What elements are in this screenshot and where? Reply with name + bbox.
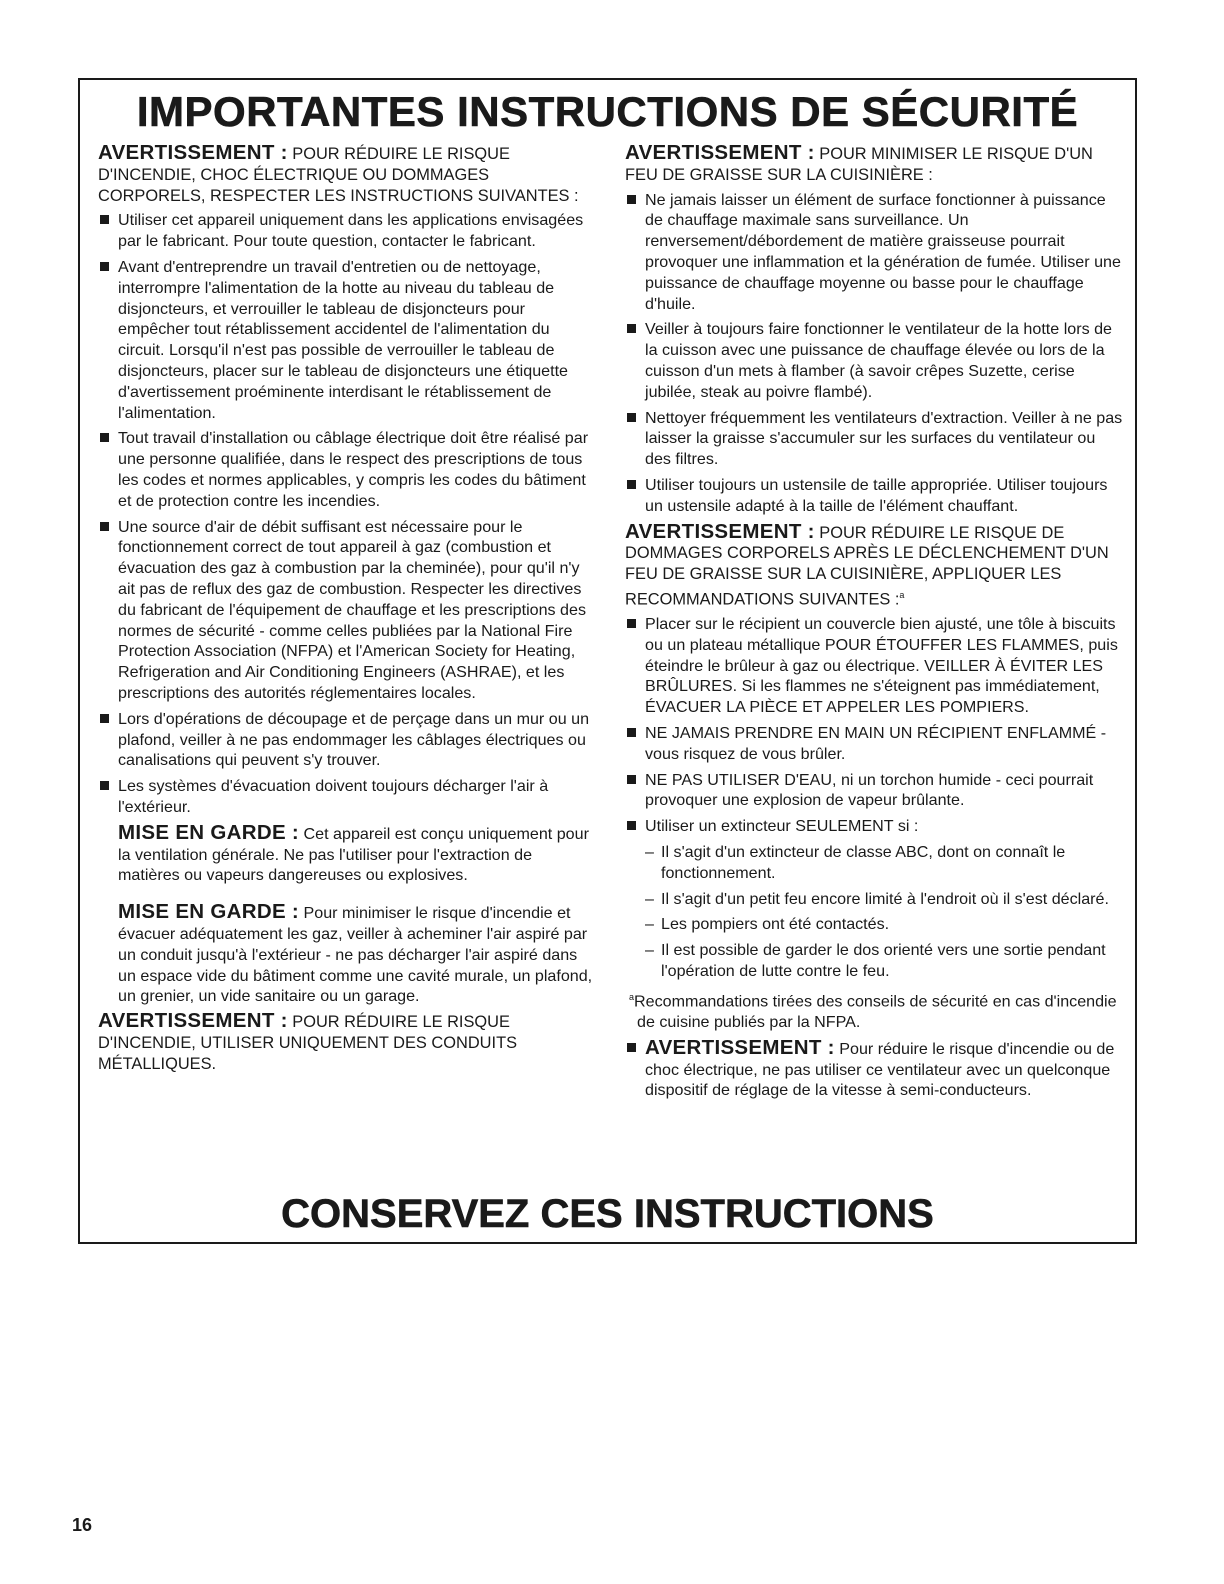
list-item — [643, 914, 1123, 935]
list-item — [98, 210, 596, 252]
caution-label: MISE EN GARDE : — [118, 820, 300, 844]
list-item-text: Il s'agit d'un extincteur de classe ABC, dont on connaît le fonctionnement. — [661, 843, 1066, 882]
instruction-list — [625, 1035, 1123, 1101]
warning-block — [625, 519, 1123, 611]
list-item — [625, 475, 1123, 517]
bullet-square-icon — [627, 413, 636, 422]
caution-text: Cet appareil est conçu uniquement pour la ventilation générale. Ne pas l'utiliser pour l'extraction de matières ou vapeurs dangereuses ou explosives. — [118, 824, 589, 885]
list-item — [643, 889, 1123, 910]
bullet-square-icon — [100, 215, 109, 224]
bullet-square-icon — [627, 619, 636, 628]
bullet-square-icon — [100, 433, 109, 442]
warning-label: AVERTISSEMENT : — [625, 141, 815, 164]
bullet-square-icon — [627, 480, 636, 489]
bullet-square-icon — [627, 195, 636, 204]
list-item-text: Nettoyer fréquemment les ventilateurs d'extraction. Veiller à ne pas laisser la graisse s'accumuler sur les surfaces du ventilateur ou des filtres. — [645, 408, 1123, 469]
warning-text: POUR RÉDUIRE LE RISQUE DE DOMMAGES CORPORELS APRÈS LE DÉCLENCHEMENT D'UN FEU DE GRAISSE SUR LA CUISINIÈRE, APPLIQUER LES RECOMMANDATIONS SUIVANTES : — [625, 523, 1109, 609]
bullet-square-icon — [627, 1043, 636, 1052]
bullet-square-icon — [100, 781, 109, 790]
list-item — [625, 614, 1123, 718]
footnote-marker: a — [629, 991, 635, 1002]
list-item — [625, 1035, 1123, 1101]
list-item-text: Il est possible de garder le dos orienté vers une sortie pendant l'opération de lutte contre le feu. — [661, 941, 1106, 981]
list-item — [98, 517, 596, 704]
page-number: 16 — [72, 1515, 93, 1535]
list-item-text: Les systèmes d'évacuation doivent toujours décharger l'air à l'extérieur. — [118, 777, 549, 816]
list-item — [98, 257, 596, 423]
condition-list — [625, 842, 1123, 982]
caution-text: Pour minimiser le risque d'incendie et évacuer adéquatement les gaz, veiller à acheminer l'air aspiré par un conduit jusqu'à l'extérieur - ne pas décharger l'air aspiré dans un espace vide du bâtiment comme une cavité murale, un plafond, un grenier, un vide sanitaire ou un garage. — [118, 904, 593, 1006]
footnote-text: Recommandations tirées des conseils de sécurité en cas d'incendie de cuisine publiés par la NFPA. — [634, 992, 1117, 1031]
dash-icon: – — [645, 889, 654, 908]
list-item-text: Utiliser un extincteur SEULEMENT si : — [645, 817, 919, 836]
instruction-list — [625, 614, 1123, 837]
warning-block — [98, 143, 596, 206]
warning-label: AVERTISSEMENT : — [645, 1035, 835, 1059]
warning-label: AVERTISSEMENT : — [98, 141, 288, 164]
instruction-list — [625, 190, 1123, 517]
list-item-text: Lors d'opérations de découpage et de perçage dans un mur ou un plafond, veiller à ne pas endommager les câblages électriques ou canalisations qui peuvent s'y trouver. — [118, 709, 590, 770]
warning-text: POUR MINIMISER LE RISQUE D'UN FEU DE GRAISSE SUR LA CUISINIÈRE : — [625, 145, 1093, 184]
list-item — [625, 723, 1123, 765]
dash-icon: – — [645, 941, 654, 960]
caution-label: MISE EN GARDE : — [118, 900, 300, 924]
left-column — [98, 143, 596, 1079]
bullet-square-icon — [627, 728, 636, 737]
bullet-square-icon — [100, 262, 109, 271]
warning-block — [625, 143, 1123, 186]
bullet-square-icon — [627, 324, 636, 333]
caution-block — [98, 902, 596, 1007]
list-item-text: NE JAMAIS PRENDRE EN MAIN UN RÉCIPIENT ENFLAMMÉ - vous risquez de vous brûler. — [645, 724, 1107, 763]
list-item — [643, 940, 1123, 982]
footer-title: CONSERVEZ CES INSTRUCTIONS — [281, 1192, 934, 1236]
warning-label: AVERTISSEMENT : — [625, 519, 815, 543]
list-item — [98, 709, 596, 771]
list-item — [625, 816, 1123, 837]
list-item-text: Il s'agit d'un petit feu encore limité à l'endroit où il s'est déclaré. — [661, 889, 1109, 908]
list-item — [625, 190, 1123, 315]
list-item-text: Utiliser toujours un ustensile de taille appropriée. Utiliser toujours un ustensile adapté à la taille de l'élément chauffant. — [645, 475, 1108, 515]
safety-instructions-box — [78, 78, 1137, 1244]
list-item — [625, 408, 1123, 470]
warning-label: AVERTISSEMENT : — [98, 1009, 288, 1033]
list-item-text: NE PAS UTILISER D'EAU, ni un torchon humide - ceci pourrait provoquer une explosion de vapeur brûlante. — [645, 770, 1094, 810]
footnote — [625, 987, 1123, 1033]
warning-block — [98, 1011, 596, 1074]
caution-block — [98, 820, 596, 886]
warning-text: Pour réduire le risque d'incendie ou de choc électrique, ne pas utiliser ce ventilateur avec un quelconque dispositif de réglage de la vitesse à semi-conducteurs. — [645, 1039, 1115, 1100]
footnote-marker: a — [899, 589, 905, 600]
bullet-square-icon — [627, 821, 636, 830]
list-item-text: Ne jamais laisser un élément de surface fonctionner à puissance de chauffage maximale sans surveillance. Un renversement/débordement de matière graisseuse pourrait provoquer une inflammation et la génération de fumée. Utiliser une puissance de chauffage moyenne ou basse pour le chauffage d'huile. — [645, 190, 1121, 313]
bullet-square-icon — [627, 775, 636, 784]
warning-text: POUR RÉDUIRE LE RISQUE D'INCENDIE, CHOC ÉLECTRIQUE OU DOMMAGES CORPORELS, RESPECTER LES INSTRUCTIONS SUIVANTES : — [98, 145, 579, 205]
list-item-text: Veiller à toujours faire fonctionner le ventilateur de la hotte lors de la cuisson avec une puissance de chauffage élevée ou lors de la cuisson d'un mets à flamber (à savoir crêpes Suzette, cerise jubilée, steak au poivre flambé). — [645, 320, 1112, 401]
instruction-list — [98, 210, 596, 817]
bullet-square-icon — [100, 714, 109, 723]
list-item — [625, 319, 1123, 402]
list-item — [643, 842, 1123, 884]
list-item — [98, 776, 596, 818]
right-column — [625, 143, 1123, 1106]
dash-icon: – — [645, 843, 654, 862]
list-item-text: Placer sur le récipient un couvercle bien ajusté, une tôle à biscuits ou un plateau métallique POUR ÉTOUFFER LES FLAMMES, puis éteindre le brûleur à gaz ou électrique. VEILLER À ÉVITER LES BRÛLURES. Si les flammes ne s'éteignent pas immédiatement, ÉVACUER LA PIÈCE ET APPELER LES POMPIERS. — [645, 615, 1118, 717]
list-item-text: Utiliser cet appareil uniquement dans les applications envisagées par le fabricant. Pour toute question, contacter le fabricant. — [118, 211, 584, 251]
dash-icon: – — [645, 915, 654, 934]
list-item-text: Avant d'entreprendre un travail d'entretien ou de nettoyage, interrompre l'alimentation de la hotte au niveau du tableau de disjoncteurs, et verrouiller le tableau de disjoncteurs pour empêcher tout rétablissement accidentel de l'alimentation du circuit. Lorsqu'il n'est pas possible de verrouiller le tableau de disjoncteurs, placer sur le tableau de disjoncteurs une étiquette d'avertissement proéminente interdisant le rétablissement de l'alimentation. — [118, 257, 569, 422]
page-title: IMPORTANTES INSTRUCTIONS DE SÉCURITÉ — [136, 88, 1079, 135]
list-item-text: Une source d'air de débit suffisant est nécessaire pour le fonctionnement correct de tout appareil à gaz (combustion et évacuation des gaz à combustion par la cheminée), pour qu'il n'y ait pas de reflux des gaz de combustion. Respecter les directives du fabricant de l'équipement de chauffage et les prescriptions des normes de sécurité - comme celles publiées par la National Fire Protection Association (NFPA) et l'American Society for Heating, Refrigeration and Air Conditioning Engineers (ASHRAE), et les prescriptions des autorités réglementaires locales. — [118, 517, 587, 702]
list-item — [98, 428, 596, 511]
warning-text: POUR RÉDUIRE LE RISQUE D'INCENDIE, UTILISER UNIQUEMENT DES CONDUITS MÉTALLIQUES. — [98, 1013, 518, 1073]
list-item-text: Les pompiers ont été contactés. — [661, 915, 890, 934]
bullet-square-icon — [100, 522, 109, 531]
list-item — [625, 770, 1123, 812]
list-item-text: Tout travail d'installation ou câblage électrique doit être réalisé par une personne qualifiée, dans le respect des prescriptions de tous les codes et normes applicables, y compris les codes du bâtiment et de protection contre les incendies. — [118, 429, 589, 510]
